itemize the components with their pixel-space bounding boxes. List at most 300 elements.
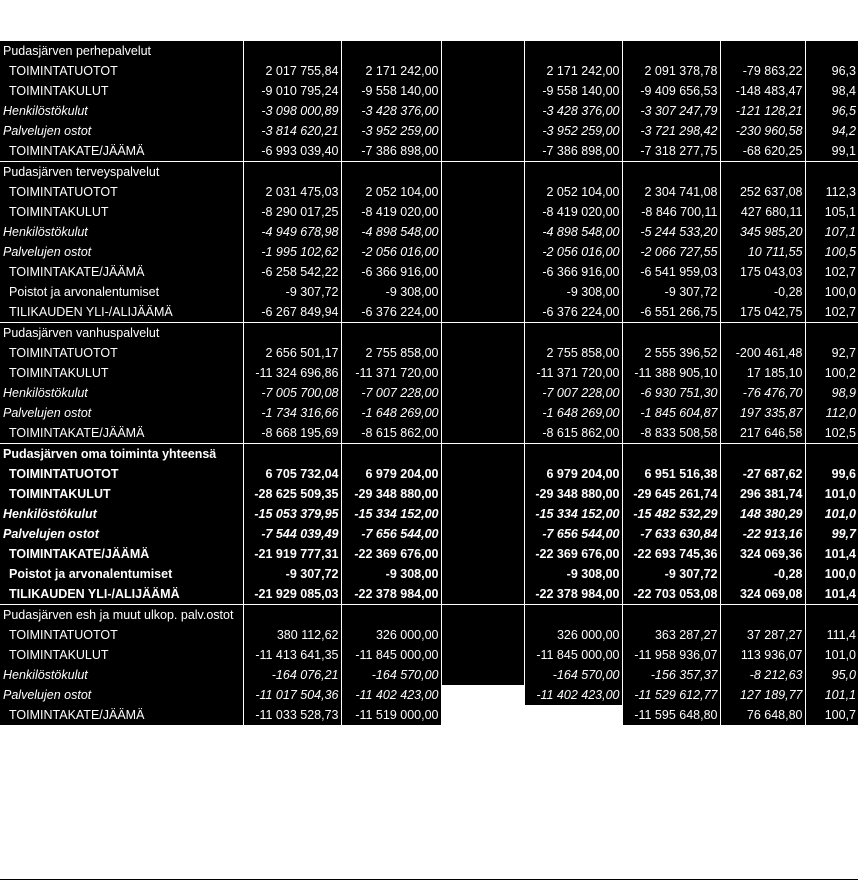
empty-cell: [805, 162, 858, 183]
value-cell: -9 409 656,53: [622, 81, 720, 101]
table-row: [0, 625, 858, 645]
value-cell: [441, 182, 524, 202]
value-cell: 363 287,27: [622, 625, 720, 645]
table-row: [0, 464, 858, 484]
row-label: TOIMINTAKATE/JÄÄMÄ: [0, 262, 243, 282]
blank-cell: [441, 705, 524, 725]
empty-cell: [243, 605, 341, 626]
value-cell: -21 929 085,03: [243, 584, 341, 605]
value-cell: -15 053 379,95: [243, 504, 341, 524]
value-cell: 112,0: [805, 403, 858, 423]
value-cell: -11 519 000,00: [341, 705, 441, 725]
value-cell: -9 307,72: [243, 564, 341, 584]
value-cell: -9 308,00: [341, 282, 441, 302]
value-cell: -7 633 630,84: [622, 524, 720, 544]
table-body: [0, 41, 858, 725]
value-cell: 101,0: [805, 645, 858, 665]
section-header: [0, 162, 858, 183]
value-cell: 92,7: [805, 343, 858, 363]
value-cell: -11 958 936,07: [622, 645, 720, 665]
value-cell: -28 625 509,35: [243, 484, 341, 504]
value-cell: 102,7: [805, 262, 858, 282]
value-cell: -11 017 504,36: [243, 685, 341, 705]
table-row: [0, 363, 858, 383]
value-cell: -15 482 532,29: [622, 504, 720, 524]
value-cell: 324 069,36: [720, 544, 805, 564]
value-cell: 95,0: [805, 665, 858, 685]
row-label: TOIMINTATUOTOT: [0, 625, 243, 645]
empty-cell: [622, 41, 720, 61]
bottom-divider: [0, 879, 858, 880]
row-label: Palvelujen ostot: [0, 403, 243, 423]
value-cell: -3 952 259,00: [341, 121, 441, 141]
empty-cell: [720, 41, 805, 61]
table-row: [0, 544, 858, 564]
value-cell: -3 428 376,00: [524, 101, 622, 121]
financial-table-container: [0, 41, 858, 725]
value-cell: -3 098 000,89: [243, 101, 341, 121]
value-cell: 100,5: [805, 242, 858, 262]
value-cell: -6 541 959,03: [622, 262, 720, 282]
value-cell: 99,6: [805, 464, 858, 484]
empty-cell: [720, 605, 805, 626]
value-cell: -6 366 916,00: [524, 262, 622, 282]
row-label: Henkilöstökulut: [0, 383, 243, 403]
value-cell: -3 721 298,42: [622, 121, 720, 141]
empty-cell: [524, 323, 622, 344]
value-cell: 17 185,10: [720, 363, 805, 383]
value-cell: -11 371 720,00: [341, 363, 441, 383]
value-cell: [441, 464, 524, 484]
empty-cell: [243, 162, 341, 183]
table-row: [0, 484, 858, 504]
value-cell: 76 648,80: [720, 705, 805, 725]
table-row: [0, 524, 858, 544]
empty-cell: [805, 41, 858, 61]
row-label: Henkilöstökulut: [0, 101, 243, 121]
empty-cell: [805, 323, 858, 344]
empty-cell: [524, 162, 622, 183]
value-cell: 326 000,00: [524, 625, 622, 645]
value-cell: -11 371 720,00: [524, 363, 622, 383]
value-cell: 2 017 755,84: [243, 61, 341, 81]
section-title: Pudasjärven vanhuspalvelut: [0, 323, 243, 344]
value-cell: -3 428 376,00: [341, 101, 441, 121]
row-label: TOIMINTAKULUT: [0, 363, 243, 383]
value-cell: 2 304 741,08: [622, 182, 720, 202]
value-cell: -11 402 423,00: [341, 685, 441, 705]
empty-cell: [243, 323, 341, 344]
empty-cell: [441, 444, 524, 465]
value-cell: -3 814 620,21: [243, 121, 341, 141]
row-label: Palvelujen ostot: [0, 242, 243, 262]
value-cell: -5 244 533,20: [622, 222, 720, 242]
value-cell: -6 258 542,22: [243, 262, 341, 282]
value-cell: -22 913,16: [720, 524, 805, 544]
value-cell: 101,1: [805, 685, 858, 705]
table-row: [0, 262, 858, 282]
value-cell: [441, 484, 524, 504]
section-title: Pudasjärven terveyspalvelut: [0, 162, 243, 183]
value-cell: -11 413 641,35: [243, 645, 341, 665]
value-cell: 2 171 242,00: [341, 61, 441, 81]
value-cell: -15 334 152,00: [341, 504, 441, 524]
table-row: [0, 101, 858, 121]
row-label: TOIMINTAKULUT: [0, 81, 243, 101]
value-cell: -6 993 039,40: [243, 141, 341, 162]
value-cell: [441, 403, 524, 423]
value-cell: -8 290 017,25: [243, 202, 341, 222]
section-title: Pudasjärven esh ja muut ulkop. palv.ostot: [0, 605, 243, 626]
row-label: TOIMINTATUOTOT: [0, 61, 243, 81]
value-cell: 101,4: [805, 584, 858, 605]
value-cell: -11 595 648,80: [622, 705, 720, 725]
row-label: TOIMINTATUOTOT: [0, 343, 243, 363]
value-cell: [441, 121, 524, 141]
value-cell: -11 529 612,77: [622, 685, 720, 705]
table-row: [0, 403, 858, 423]
row-label: Palvelujen ostot: [0, 121, 243, 141]
value-cell: 2 031 475,03: [243, 182, 341, 202]
value-cell: 98,4: [805, 81, 858, 101]
row-label: TOIMINTATUOTOT: [0, 182, 243, 202]
value-cell: -1 648 269,00: [341, 403, 441, 423]
value-cell: -76 476,70: [720, 383, 805, 403]
value-cell: -11 845 000,00: [524, 645, 622, 665]
row-label: TOIMINTAKULUT: [0, 645, 243, 665]
row-label: TILIKAUDEN YLI-/ALIJÄÄMÄ: [0, 584, 243, 605]
value-cell: -4 898 548,00: [341, 222, 441, 242]
value-cell: 107,1: [805, 222, 858, 242]
empty-cell: [524, 605, 622, 626]
row-label: TOIMINTAKULUT: [0, 202, 243, 222]
empty-cell: [622, 605, 720, 626]
empty-cell: [622, 323, 720, 344]
section-title: Pudasjärven oma toiminta yhteensä: [0, 444, 243, 465]
empty-cell: [441, 323, 524, 344]
value-cell: -11 845 000,00: [341, 645, 441, 665]
row-label: TILIKAUDEN YLI-/ALIJÄÄMÄ: [0, 302, 243, 323]
value-cell: -22 693 745,36: [622, 544, 720, 564]
value-cell: -7 544 039,49: [243, 524, 341, 544]
value-cell: 100,7: [805, 705, 858, 725]
value-cell: [441, 141, 524, 162]
row-label: TOIMINTAKATE/JÄÄMÄ: [0, 544, 243, 564]
table-row: [0, 645, 858, 665]
value-cell: -1 648 269,00: [524, 403, 622, 423]
section-header: [0, 41, 858, 61]
value-cell: 2 052 104,00: [524, 182, 622, 202]
row-label: TOIMINTATUOTOT: [0, 464, 243, 484]
value-cell: -22 369 676,00: [341, 544, 441, 564]
value-cell: -6 366 916,00: [341, 262, 441, 282]
value-cell: -9 308,00: [524, 282, 622, 302]
table-row: [0, 564, 858, 584]
value-cell: -1 734 316,66: [243, 403, 341, 423]
value-cell: -22 378 984,00: [341, 584, 441, 605]
empty-cell: [341, 162, 441, 183]
value-cell: [441, 202, 524, 222]
value-cell: 101,4: [805, 544, 858, 564]
value-cell: -7 005 700,08: [243, 383, 341, 403]
blank-cell: [524, 705, 622, 725]
row-label: Poistot ja arvonalentumiset: [0, 282, 243, 302]
row-label: Palvelujen ostot: [0, 685, 243, 705]
value-cell: -7 656 544,00: [341, 524, 441, 544]
table-row: [0, 383, 858, 403]
value-cell: 101,0: [805, 504, 858, 524]
value-cell: [441, 423, 524, 444]
value-cell: -156 357,37: [622, 665, 720, 685]
table-row: [0, 343, 858, 363]
value-cell: -7 318 277,75: [622, 141, 720, 162]
value-cell: -7 007 228,00: [524, 383, 622, 403]
value-cell: -11 324 696,86: [243, 363, 341, 383]
value-cell: [441, 363, 524, 383]
value-cell: 345 985,20: [720, 222, 805, 242]
value-cell: -230 960,58: [720, 121, 805, 141]
value-cell: -2 056 016,00: [341, 242, 441, 262]
value-cell: -3 307 247,79: [622, 101, 720, 121]
value-cell: 148 380,29: [720, 504, 805, 524]
value-cell: 2 555 396,52: [622, 343, 720, 363]
value-cell: -9 307,72: [243, 282, 341, 302]
row-label: Henkilöstökulut: [0, 504, 243, 524]
value-cell: -8 212,63: [720, 665, 805, 685]
value-cell: -11 033 528,73: [243, 705, 341, 725]
value-cell: -1 995 102,62: [243, 242, 341, 262]
section-header: [0, 444, 858, 465]
value-cell: -200 461,48: [720, 343, 805, 363]
value-cell: [441, 302, 524, 323]
section-header: [0, 323, 858, 344]
value-cell: -4 898 548,00: [524, 222, 622, 242]
value-cell: -7 656 544,00: [524, 524, 622, 544]
value-cell: -15 334 152,00: [524, 504, 622, 524]
value-cell: [441, 61, 524, 81]
empty-cell: [805, 444, 858, 465]
row-label: TOIMINTAKATE/JÄÄMÄ: [0, 141, 243, 162]
table-row: [0, 705, 858, 725]
value-cell: -8 668 195,69: [243, 423, 341, 444]
value-cell: -7 007 228,00: [341, 383, 441, 403]
value-cell: -148 483,47: [720, 81, 805, 101]
financial-table: [0, 41, 858, 725]
value-cell: -8 615 862,00: [524, 423, 622, 444]
value-cell: 2 052 104,00: [341, 182, 441, 202]
value-cell: -164 570,00: [524, 665, 622, 685]
value-cell: [441, 262, 524, 282]
section-header: [0, 605, 858, 626]
value-cell: 96,5: [805, 101, 858, 121]
empty-cell: [805, 605, 858, 626]
value-cell: -8 419 020,00: [524, 202, 622, 222]
value-cell: 324 069,08: [720, 584, 805, 605]
empty-cell: [441, 162, 524, 183]
value-cell: -7 386 898,00: [341, 141, 441, 162]
value-cell: -2 066 727,55: [622, 242, 720, 262]
value-cell: 6 979 204,00: [524, 464, 622, 484]
value-cell: -22 378 984,00: [524, 584, 622, 605]
value-cell: 175 043,03: [720, 262, 805, 282]
empty-cell: [622, 444, 720, 465]
row-label: Palvelujen ostot: [0, 524, 243, 544]
value-cell: 427 680,11: [720, 202, 805, 222]
value-cell: -164 076,21: [243, 665, 341, 685]
value-cell: -11 388 905,10: [622, 363, 720, 383]
table-row: [0, 222, 858, 242]
value-cell: -27 687,62: [720, 464, 805, 484]
value-cell: [441, 101, 524, 121]
table-row: [0, 423, 858, 444]
value-cell: -29 348 880,00: [524, 484, 622, 504]
value-cell: 105,1: [805, 202, 858, 222]
row-label: TOIMINTAKATE/JÄÄMÄ: [0, 423, 243, 444]
table-row: [0, 665, 858, 685]
value-cell: -9 010 795,24: [243, 81, 341, 101]
value-cell: -9 558 140,00: [524, 81, 622, 101]
table-row: [0, 504, 858, 524]
value-cell: -9 308,00: [524, 564, 622, 584]
value-cell: -22 369 676,00: [524, 544, 622, 564]
value-cell: [441, 282, 524, 302]
value-cell: 10 711,55: [720, 242, 805, 262]
value-cell: 217 646,58: [720, 423, 805, 444]
value-cell: [441, 645, 524, 665]
value-cell: 2 755 858,00: [341, 343, 441, 363]
value-cell: 252 637,08: [720, 182, 805, 202]
empty-cell: [622, 162, 720, 183]
value-cell: [441, 625, 524, 645]
value-cell: -3 952 259,00: [524, 121, 622, 141]
value-cell: 100,0: [805, 564, 858, 584]
table-row: [0, 81, 858, 101]
empty-cell: [441, 605, 524, 626]
value-cell: -6 551 266,75: [622, 302, 720, 323]
value-cell: -11 402 423,00: [524, 685, 622, 705]
value-cell: 99,7: [805, 524, 858, 544]
value-cell: -9 308,00: [341, 564, 441, 584]
empty-cell: [341, 444, 441, 465]
empty-cell: [524, 41, 622, 61]
empty-cell: [720, 444, 805, 465]
row-label: Henkilöstökulut: [0, 665, 243, 685]
value-cell: -0,28: [720, 282, 805, 302]
value-cell: 37 287,27: [720, 625, 805, 645]
value-cell: 112,3: [805, 182, 858, 202]
empty-cell: [720, 162, 805, 183]
value-cell: -6 376 224,00: [524, 302, 622, 323]
value-cell: 2 656 501,17: [243, 343, 341, 363]
value-cell: 6 705 732,04: [243, 464, 341, 484]
value-cell: -4 949 678,98: [243, 222, 341, 242]
value-cell: -21 919 777,31: [243, 544, 341, 564]
value-cell: 98,9: [805, 383, 858, 403]
value-cell: 102,7: [805, 302, 858, 323]
value-cell: [441, 343, 524, 363]
value-cell: -6 376 224,00: [341, 302, 441, 323]
value-cell: -29 645 261,74: [622, 484, 720, 504]
value-cell: -79 863,22: [720, 61, 805, 81]
empty-cell: [441, 41, 524, 61]
value-cell: [441, 383, 524, 403]
value-cell: -9 307,72: [622, 564, 720, 584]
value-cell: [441, 222, 524, 242]
value-cell: 6 979 204,00: [341, 464, 441, 484]
value-cell: -29 348 880,00: [341, 484, 441, 504]
value-cell: [441, 524, 524, 544]
value-cell: -0,28: [720, 564, 805, 584]
empty-cell: [243, 444, 341, 465]
value-cell: -8 833 508,58: [622, 423, 720, 444]
value-cell: 102,5: [805, 423, 858, 444]
table-row: [0, 182, 858, 202]
value-cell: -121 128,21: [720, 101, 805, 121]
table-row: [0, 685, 858, 705]
value-cell: 96,3: [805, 61, 858, 81]
value-cell: 326 000,00: [341, 625, 441, 645]
value-cell: 197 335,87: [720, 403, 805, 423]
value-cell: -164 570,00: [341, 665, 441, 685]
value-cell: -22 703 053,08: [622, 584, 720, 605]
table-row: [0, 282, 858, 302]
row-label: TOIMINTAKATE/JÄÄMÄ: [0, 705, 243, 725]
empty-cell: [341, 605, 441, 626]
table-row: [0, 242, 858, 262]
row-label: Henkilöstökulut: [0, 222, 243, 242]
blank-cell: [441, 685, 524, 705]
empty-cell: [524, 444, 622, 465]
value-cell: -1 845 604,87: [622, 403, 720, 423]
value-cell: -6 267 849,94: [243, 302, 341, 323]
value-cell: -8 615 862,00: [341, 423, 441, 444]
value-cell: -2 056 016,00: [524, 242, 622, 262]
empty-cell: [341, 323, 441, 344]
value-cell: 113 936,07: [720, 645, 805, 665]
table-row: [0, 202, 858, 222]
value-cell: 6 951 516,38: [622, 464, 720, 484]
value-cell: [441, 665, 524, 685]
value-cell: 175 042,75: [720, 302, 805, 323]
value-cell: -8 846 700,11: [622, 202, 720, 222]
value-cell: -6 930 751,30: [622, 383, 720, 403]
value-cell: 2 755 858,00: [524, 343, 622, 363]
value-cell: 94,2: [805, 121, 858, 141]
table-row: [0, 302, 858, 323]
value-cell: [441, 564, 524, 584]
value-cell: -68 620,25: [720, 141, 805, 162]
value-cell: 2 091 378,78: [622, 61, 720, 81]
value-cell: -9 558 140,00: [341, 81, 441, 101]
value-cell: [441, 584, 524, 605]
value-cell: [441, 544, 524, 564]
value-cell: 380 112,62: [243, 625, 341, 645]
table-row: [0, 584, 858, 605]
table-row: [0, 61, 858, 81]
empty-cell: [341, 41, 441, 61]
row-label: Poistot ja arvonalentumiset: [0, 564, 243, 584]
value-cell: 101,0: [805, 484, 858, 504]
value-cell: 99,1: [805, 141, 858, 162]
value-cell: 111,4: [805, 625, 858, 645]
table-row: [0, 121, 858, 141]
value-cell: 127 189,77: [720, 685, 805, 705]
value-cell: [441, 504, 524, 524]
value-cell: [441, 81, 524, 101]
empty-cell: [243, 41, 341, 61]
value-cell: -8 419 020,00: [341, 202, 441, 222]
table-row: [0, 141, 858, 162]
